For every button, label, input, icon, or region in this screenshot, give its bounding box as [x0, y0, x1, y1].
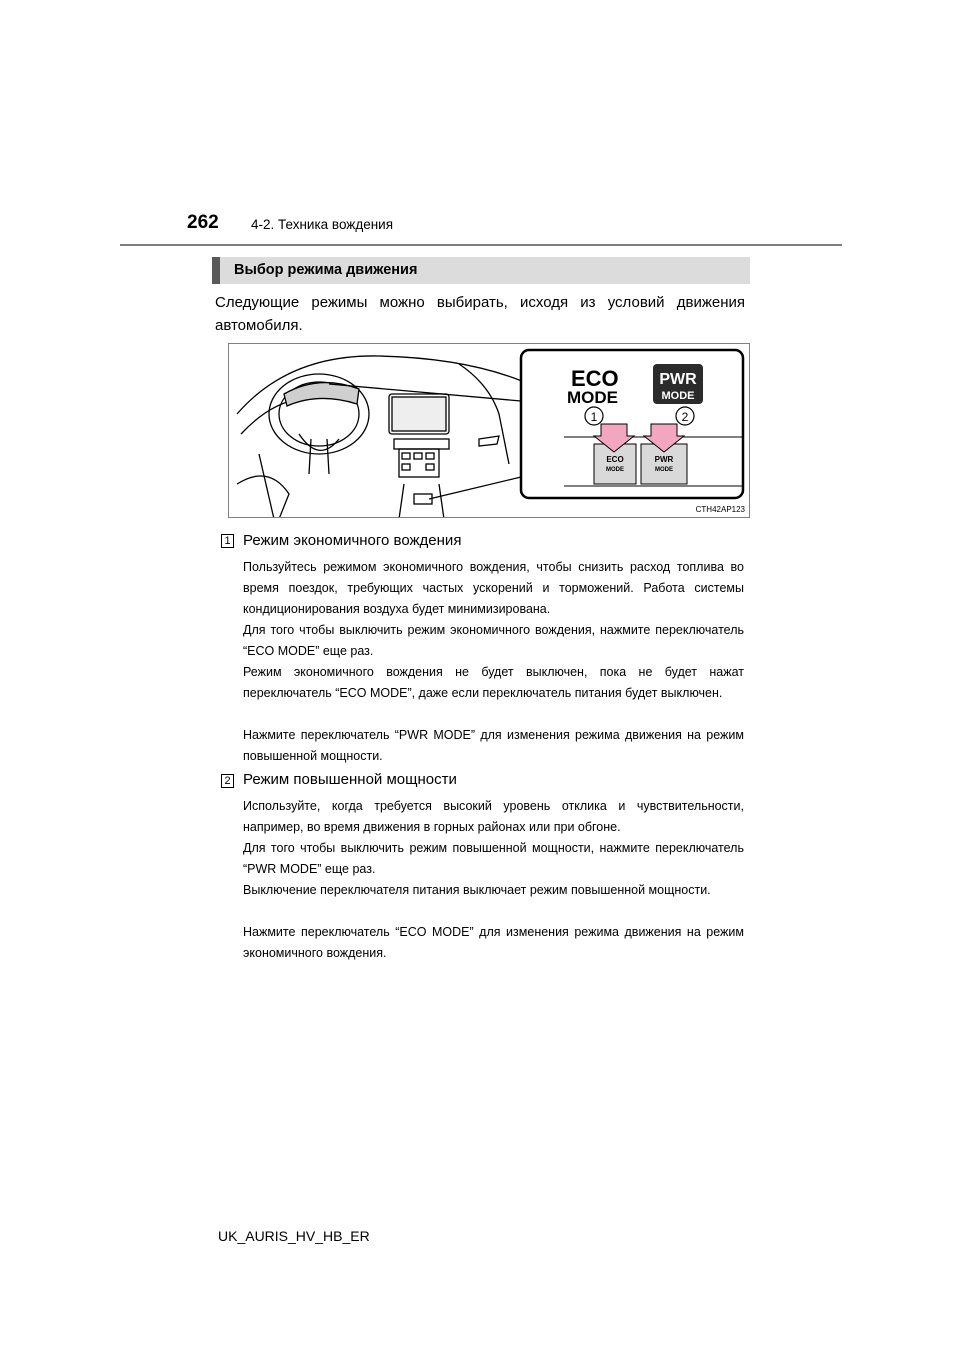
- pwr-button-label-2: MODE: [655, 467, 673, 473]
- eco-button-label-2: MODE: [606, 467, 624, 473]
- eco-paragraph-1: Пользуйтесь режимом экономичного вождения, чтобы снизить расход топлива во время поездок, требующих частых ускорений и торможений. Работа системы кондиционирования воздуха будет минимизирована.: [243, 560, 744, 616]
- eco-paragraph-3: Режим экономичного вождения не будет выключен, пока не будет нажат переключатель “ECO MODE”, даже если переключатель питания будет выключен.: [243, 665, 744, 700]
- eco-label-large-1: ECO: [571, 366, 619, 391]
- footer-code: UK_AURIS_HV_HB_ER: [218, 1228, 370, 1244]
- dashboard-figure: [228, 343, 750, 518]
- eco-paragraph-2: Для того чтобы выключить режим экономичного вождения, нажмите переключатель “ECO MODE” еще раз.: [243, 623, 744, 658]
- dashboard-illustration: [229, 344, 750, 518]
- eco-paragraph-4: Нажмите переключатель “PWR MODE” для изменения режима движения на режим повышенной мощности.: [243, 728, 744, 763]
- pwr-paragraph-2: Для того чтобы выключить режим повышенной мощности, нажмите переключатель “PWR MODE” еще раз.: [243, 841, 744, 876]
- pwr-paragraph-3: Выключение переключателя питания выключает режим повышенной мощности.: [243, 883, 711, 897]
- pwr-button-label-1: PWR: [654, 455, 674, 464]
- section-title: 4-2. Техника вождения: [251, 217, 394, 232]
- subheading-text: Выбор режима движения: [234, 262, 418, 278]
- eco-label-large-2: MODE: [567, 388, 618, 407]
- callout-number-1: 1: [590, 410, 598, 424]
- page-number: 262: [187, 212, 219, 233]
- intro-text: Следующие режимы можно выбирать, исходя из условий движения автомобиля.: [215, 294, 745, 334]
- eco-button-label-1: ECO: [606, 455, 624, 464]
- header-rule: [120, 244, 842, 246]
- item-title-pwr: Режим повышенной мощности: [243, 771, 457, 788]
- item-title-eco: Режим экономичного вождения: [243, 532, 462, 549]
- callout-number-2: 2: [681, 410, 689, 424]
- item-marker-1: 1: [221, 534, 234, 548]
- pwr-label-large-1: PWR: [659, 371, 697, 388]
- figure-code: CTH42AP123: [695, 505, 745, 514]
- pwr-paragraph-1: Используйте, когда требуется высокий уровень отклика и чувствительности, например, во время движения в горных районах или при обгоне.: [243, 799, 744, 834]
- pwr-label-large-2: MODE: [661, 390, 695, 402]
- pwr-paragraph-4: Нажмите переключатель “ECO MODE” для изменения режима движения на режим экономичного вождения.: [243, 925, 744, 960]
- subheading-bar: [212, 257, 750, 284]
- item-marker-2: 2: [221, 774, 234, 788]
